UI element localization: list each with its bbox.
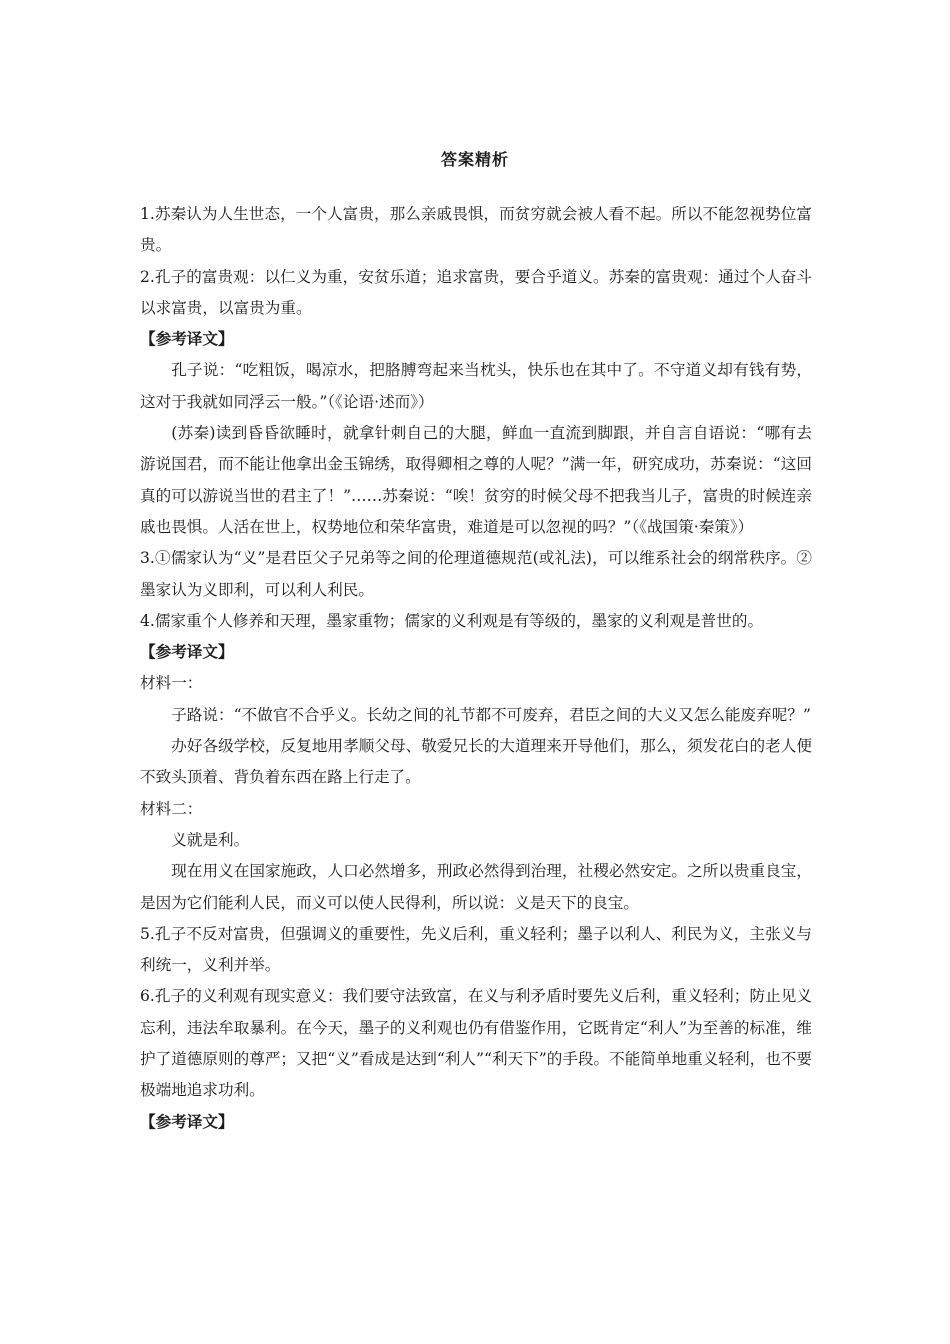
translation-paragraph: 孔子说：“吃粗饭，喝凉水，把胳膊弯起来当枕头，快乐也在其中了。不守道义却有钱有势，这对于我就如同浮云一般。”（《论语·述而》） bbox=[140, 361, 812, 411]
translation-paragraph: 现在用义在国家施政，人口必然增多，刑政必然得到治理，社稷必然安定。之所以贵重良宝，是因为它们能利人民，而义可以使人民得利，所以说：义是天下的良宝。 bbox=[140, 862, 812, 912]
answer-1: 1.苏秦认为人生世态，一个人富贵，那么亲戚畏惧，而贫穷就会被人看不起。所以不能忽视势位富贵。 bbox=[140, 205, 812, 255]
translation-paragraph: 子路说：“不做官不合乎义。长幼之间的礼节都不可废弃，君臣之间的大义又怎么能废弃呢？” bbox=[171, 705, 811, 724]
page-title: 答案精析 bbox=[440, 150, 509, 169]
translation-paragraph: 义就是利。 bbox=[171, 830, 250, 849]
answer-6: 6.孔子的义利观有现实意义：我们要守法致富，在义与利矛盾时要先义后利，重义轻利；防止见义忘利，违法牟取暴利。在今天，墨子的义利观也仍有借鉴作用，它既肯定“利人”为至善的标准，维护了道德原则的尊严；又把“义”看成是达到“利人”“利天下”的手段。不能简单地重义轻利，也不要极端地追求功利。 bbox=[140, 987, 812, 1100]
answer-3: 3.①儒家认为“义”是君臣父子兄弟等之间的伦理道德规范(或礼法)，可以维系社会的纲常秩序。②墨家认为义即利，可以利人利民。 bbox=[140, 549, 812, 599]
translation-paragraph: 办好各级学校，反复地用孝顺父母、敬爱兄长的大道理来开导他们，那么，须发花白的老人便不致头顶着、背负着东西在路上行走了。 bbox=[140, 737, 812, 787]
document-body bbox=[140, 199, 812, 1138]
answer-4: 4.儒家重个人修养和天理，墨家重物；儒家的义利观是有等级的，墨家的义利观是普世的。 bbox=[140, 611, 764, 630]
reference-translation-heading: 【参考译文】 bbox=[140, 1112, 234, 1131]
material-label: 材料二： bbox=[140, 799, 203, 818]
reference-translation-heading: 【参考译文】 bbox=[140, 330, 234, 349]
answer-5: 5.孔子不反对富贵，但强调义的重要性，先义后利，重义轻利；墨子以利人、利民为义，主张义与利统一，义利并举。 bbox=[140, 924, 812, 975]
reference-translation-heading: 【参考译文】 bbox=[140, 643, 234, 662]
answer-2: 2.孔子的富贵观：以仁义为重，安贫乐道；追求富贵，要合乎道义。苏秦的富贵观：通过个人奋斗以求富贵，以富贵为重。 bbox=[140, 267, 812, 317]
translation-paragraph: (苏秦)读到昏昏欲睡时，就拿针刺自己的大腿，鲜血一直流到脚跟，并自言自语说：“哪有去游说国君，而不能让他拿出金玉锦绣，取得卿相之尊的人呢？”满一年，研究成功，苏秦说：“这回真的可以游说当世的君主了！”……苏秦说：“唉！贫穷的时候父母不把我当儿子，富贵的时候连亲戚也畏惧。人活在世上，权势地位和荣华富贵，难道是可以忽视的吗？”（《战国策·秦策》） bbox=[140, 424, 812, 536]
material-label: 材料一： bbox=[140, 674, 203, 693]
